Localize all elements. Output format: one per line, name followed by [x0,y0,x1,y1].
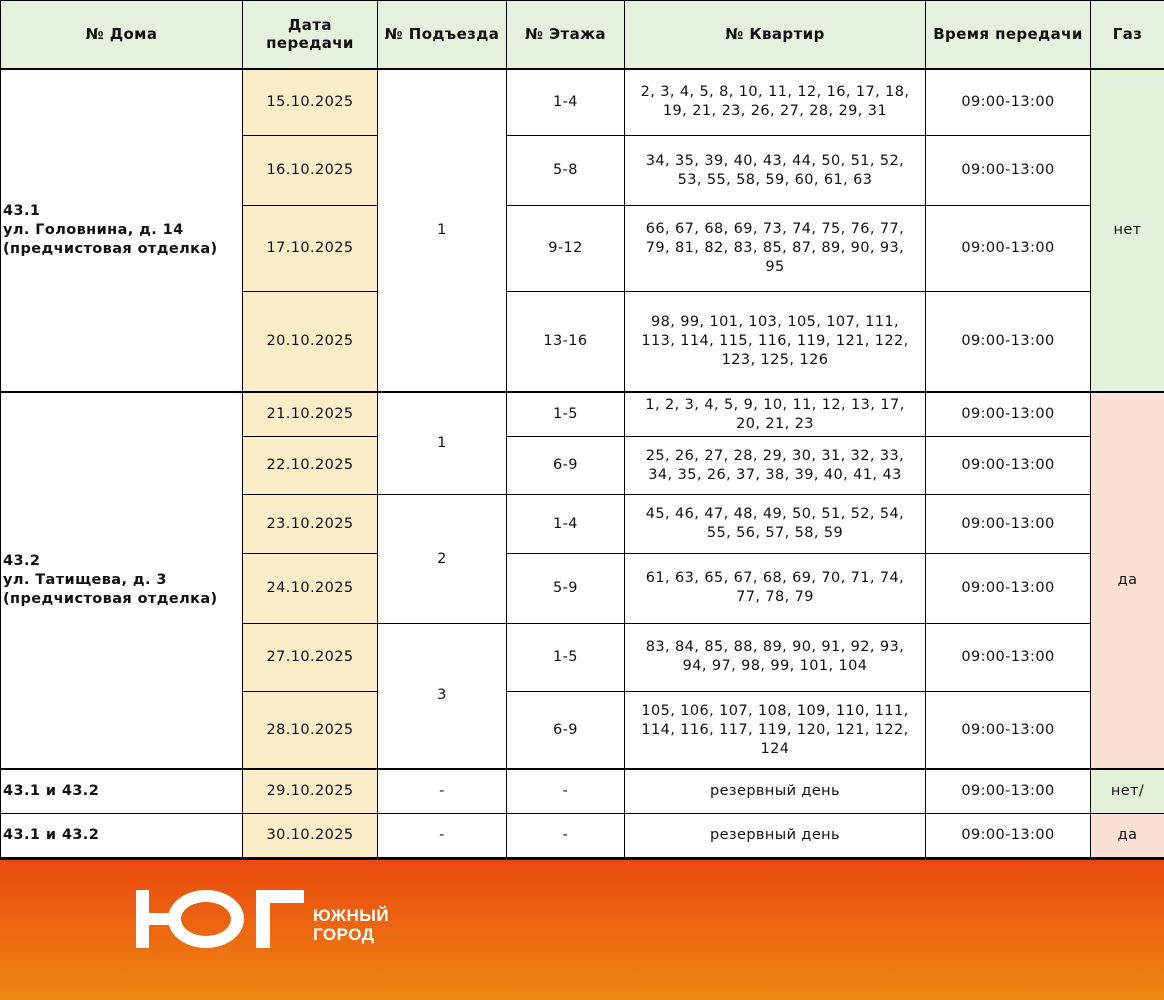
time-cell: 09:00-13:00 [926,495,1091,553]
entrance-cell: 1 [378,392,507,495]
floors-cell: 5-9 [507,553,625,623]
time-cell: 09:00-13:00 [926,392,1091,437]
logo-line-2: ГОРОД [313,925,375,944]
header-row [1,1,1164,69]
house-cell: 43.1 и 43.2 [1,813,243,857]
time-cell: 09:00-13:00 [926,292,1091,392]
reserve-row [1,813,1164,857]
yug-logo-mark [136,890,304,948]
time-cell: 09:00-13:00 [926,437,1091,495]
header-apartments: № Квартир [625,1,926,69]
floors-cell: 1-5 [507,392,625,437]
apartments-cell: резервный день [625,813,926,857]
floors-cell: 6-9 [507,437,625,495]
date-cell: 20.10.2025 [243,292,378,392]
time-cell: 09:00-13:00 [926,136,1091,206]
date-cell: 21.10.2025 [243,392,378,437]
date-cell: 29.10.2025 [243,769,378,813]
floors-cell: 1-5 [507,623,625,691]
floors-cell: 5-8 [507,136,625,206]
apartments-cell: 25, 26, 27, 28, 29, 30, 31, 32, 33, 34, 35, 26, 37, 38, 39, 40, 41, 43 [625,437,926,495]
time-cell: 09:00-13:00 [926,623,1091,691]
apartments-cell: 66, 67, 68, 69, 73, 74, 75, 76, 77, 79, 81, 82, 83, 85, 87, 89, 90, 93, 95 [625,206,926,292]
floors-cell: 1-4 [507,495,625,553]
date-cell: 30.10.2025 [243,813,378,857]
gas-cell: нет [1091,69,1164,392]
date-cell: 27.10.2025 [243,623,378,691]
floors-cell: 6-9 [507,691,625,769]
logo-line-1: ЮЖНЫЙ [313,906,390,925]
house-cell: 43.1 и 43.2 [1,769,243,813]
header-gas: Газ [1091,1,1164,69]
floors-cell: 9-12 [507,206,625,292]
floors-cell: - [507,813,625,857]
entrance-cell: 3 [378,623,507,769]
entrance-cell: 1 [378,69,507,392]
apartments-cell: 1, 2, 3, 4, 5, 9, 10, 11, 12, 13, 17, 20, 21, 23 [625,392,926,437]
apartments-cell: 98, 99, 101, 103, 105, 107, 111, 113, 114, 115, 116, 119, 121, 122, 123, 125, 126 [625,292,926,392]
apartments-cell: 45, 46, 47, 48, 49, 50, 51, 52, 54, 55, 56, 57, 58, 59 [625,495,926,553]
gas-cell: нет/ [1091,769,1164,813]
entrance-cell: 2 [378,495,507,623]
header-entrance: № Подъезда [378,1,507,69]
date-cell: 16.10.2025 [243,136,378,206]
floors-cell: 1-4 [507,69,625,136]
apartments-cell: 83, 84, 85, 88, 89, 90, 91, 92, 93, 94, 97, 98, 99, 101, 104 [625,623,926,691]
date-cell: 15.10.2025 [243,69,378,136]
floors-cell: - [507,769,625,813]
header-floors: № Этажа [507,1,625,69]
header-time: Время передачи [926,1,1091,69]
time-cell: 09:00-13:00 [926,206,1091,292]
house-cell: 43.1 ул. Головнина, д. 14 (предчистовая отделка) [1,69,243,392]
apartments-cell: 61, 63, 65, 67, 68, 69, 70, 71, 74, 77, 78, 79 [625,553,926,623]
time-cell: 09:00-13:00 [926,553,1091,623]
gas-cell: да [1091,813,1164,857]
table-row [1,392,1164,437]
entrance-cell: - [378,769,507,813]
date-cell: 23.10.2025 [243,495,378,553]
table-row [1,69,1164,136]
entrance-cell: - [378,813,507,857]
brand-footer [0,858,1164,1000]
apartments-cell: 2, 3, 4, 5, 8, 10, 11, 12, 16, 17, 18, 19, 21, 23, 26, 27, 28, 29, 31 [625,69,926,136]
date-cell: 28.10.2025 [243,691,378,769]
schedule-body [1,69,1164,858]
header-house: № Дома [1,1,243,69]
apartments-cell: 34, 35, 39, 40, 43, 44, 50, 51, 52, 53, 55, 58, 59, 60, 61, 63 [625,136,926,206]
house-cell: 43.2 ул. Татищева, д. 3 (предчистовая отделка) [1,392,243,769]
date-cell: 24.10.2025 [243,553,378,623]
apartments-cell: 105, 106, 107, 108, 109, 110, 111, 114, 116, 117, 119, 120, 121, 122, 124 [625,691,926,769]
gas-cell: да [1091,392,1164,769]
date-cell: 22.10.2025 [243,437,378,495]
apartments-cell: резервный день [625,769,926,813]
time-cell: 09:00-13:00 [926,813,1091,857]
time-cell: 09:00-13:00 [926,69,1091,136]
header-date: Дата передачи [243,1,378,69]
logo-wordmark [313,906,389,944]
time-cell: 09:00-13:00 [926,769,1091,813]
time-cell: 09:00-13:00 [926,691,1091,769]
date-cell: 17.10.2025 [243,206,378,292]
reserve-row [1,769,1164,813]
floors-cell: 13-16 [507,292,625,392]
